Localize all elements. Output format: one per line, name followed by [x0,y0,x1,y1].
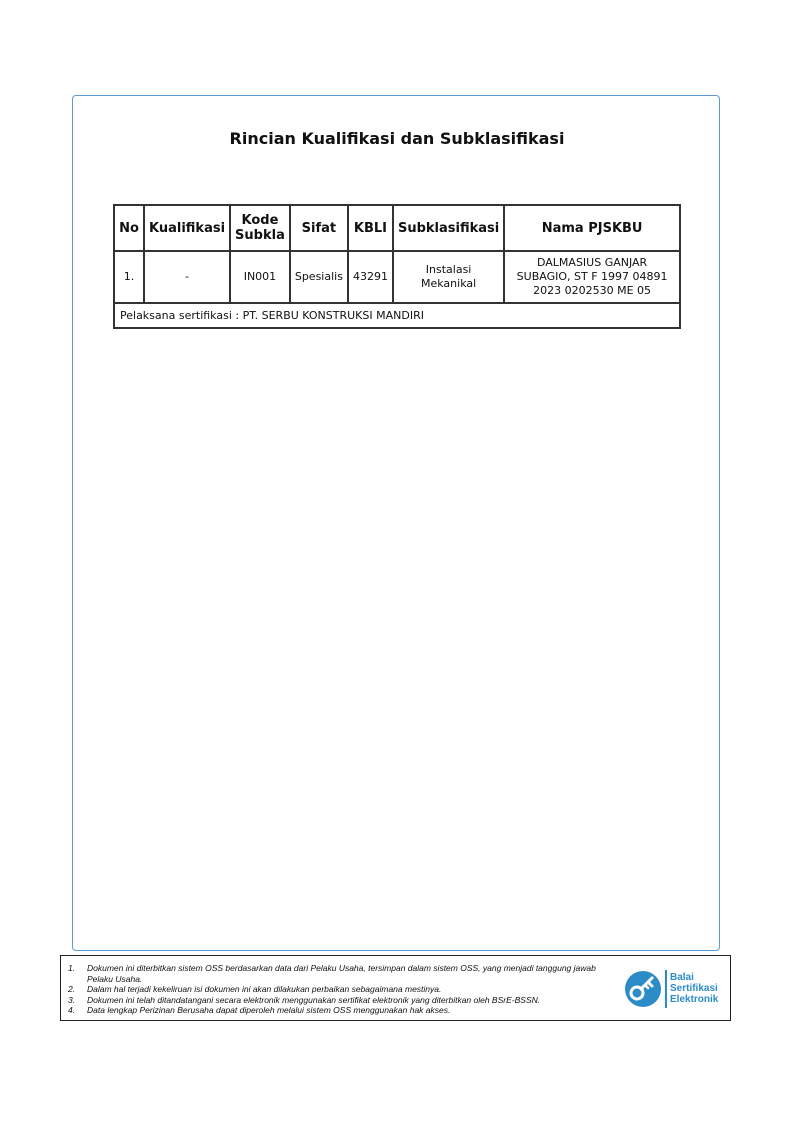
table-header-row [114,205,680,251]
page-title: Rincian Kualifikasi dan Subklasifikasi [229,129,565,148]
header-kode-subkla: Kode Subkla [230,205,290,251]
pelaksana-sertifikasi: Pelaksana sertifikasi : PT. SERBU KONSTRUKSI MANDIRI [114,303,680,328]
table-row [114,251,680,303]
header-nama-pjskbu: Nama PJSKBU [504,205,680,251]
bsre-logo [624,968,730,1010]
header-no: No [114,205,144,251]
header-subklasifikasi: Subklasifikasi [393,205,504,251]
bsre-key-icon [624,970,662,1008]
cell-no: 1. [114,251,144,303]
cell-kualifikasi: - [144,251,230,303]
cell-nama-pjskbu: DALMASIUS GANJAR SUBAGIO, ST F 1997 04891 2023 0202530 ME 05 [504,251,680,303]
cell-kode-subkla: IN001 [230,251,290,303]
header-kbli: KBLI [348,205,393,251]
footer-notes [68,963,620,1016]
pelaksana-row [114,303,680,328]
header-sifat: Sifat [290,205,348,251]
list-item: 2. Dalam hal terjadi kekeliruan isi dokumen ini akan dilakukan perbaikan sebagaimana mestinya. [68,984,442,994]
logo-wordmark: Balai Sertifikasi Elektronik [670,972,719,1005]
kualifikasi-table [113,204,681,329]
cell-subklasifikasi: Instalasi Mekanikal [393,251,504,303]
footer-disclaimer [60,955,731,1021]
list-item: 4. Data lengkap Perizinan Berusaha dapat diperoleh melalui sistem OSS menggunakan hak akses. [68,1005,451,1015]
list-item: 1. Dokumen ini diterbitkan sistem OSS berdasarkan data dari Pelaku Usaha, tersimpan dalam sistem OSS, yang menjadi tanggung jawab Pelaku Usaha. [68,963,596,984]
cell-sifat: Spesialis [290,251,348,303]
cell-kbli: 43291 [348,251,393,303]
list-item: 3. Dokumen ini telah ditandatangani secara elektronik menggunakan sertifikat elektronik yang diterbitkan oleh BSrE-BSSN. [68,994,541,1005]
header-kualifikasi: Kualifikasi [144,205,230,251]
logo-divider [665,970,667,1008]
